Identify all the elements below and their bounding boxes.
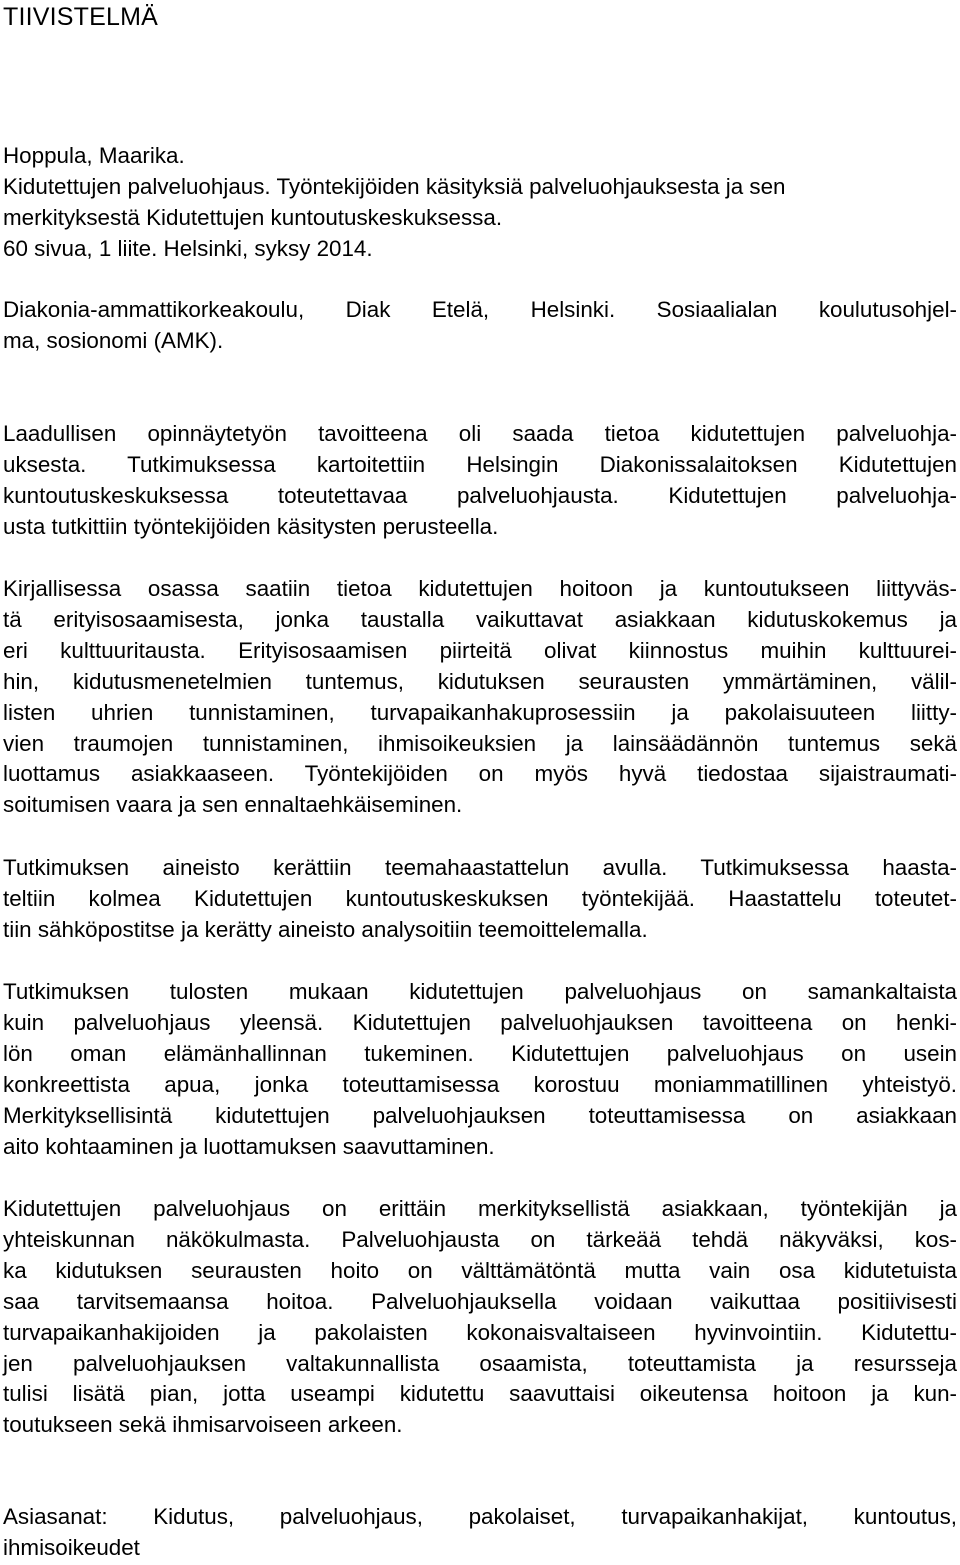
paragraph-line: teltiin kolmea Kidutettujen kuntoutuskeskuksen työntekijää. Haastattelu toteutet-: [3, 885, 957, 911]
bibliography-line: Kidutettujen palveluohjaus. Työntekijöiden käsityksiä palveluohjauksesta ja sen: [3, 173, 786, 199]
paragraph-line: saa tarvitsemaansa hoitoa. Palveluohjauksella voidaan vaikuttaa positiivisesti: [3, 1288, 957, 1314]
paragraph-line: luottamus asiakkaaseen. Työntekijöiden on myös hyvä tiedostaa sijaistraumati-: [3, 761, 957, 787]
paragraph-line: Kirjallisessa osassa saatiin tietoa kidutettujen hoitoon ja kuntoutukseen liittyväs-: [3, 576, 957, 601]
page-title: TIIVISTELMÄ: [3, 3, 159, 31]
paragraph-line: tä erityisosaamisesta, jonka taustalla vaikuttavat asiakkaan kidutuskokemus ja: [3, 606, 957, 632]
paragraph-line: listen uhrien tunnistaminen, turvapaikanhakuprosessiin ja pakolaisuuteen liitty-: [3, 699, 957, 725]
institution-line: ma, sosionomi (AMK).: [3, 327, 224, 353]
paragraph-line: toutukseen sekä ihmisarvoiseen arkeen.: [3, 1412, 403, 1438]
paragraph-line: yhteiskunnan näkökulmasta. Palveluohjausta on tärkeää tehdä näkyväksi, kos-: [3, 1226, 957, 1252]
abstract-paragraph: [3, 574, 957, 821]
bibliography-line: Hoppula, Maarika.: [3, 143, 185, 168]
bibliography-line: merkityksestä Kidutettujen kuntoutuskeskuksessa.: [3, 204, 503, 230]
paragraph-line: vien traumojen tunnistaminen, ihmisoikeuksien ja lainsäädännön tuntemus sekä: [3, 730, 957, 756]
paragraph-line: turvapaikanhakijoiden ja pakolaisten kokonaisvaltaiseen hyvinvointiin. Kidutettu-: [3, 1319, 957, 1345]
abstract-paragraph: [3, 1194, 957, 1441]
abstract-paragraph: [3, 977, 957, 1162]
keywords-block: [3, 1502, 957, 1564]
paragraph-line: eri kulttuuritausta. Erityisosaamisen piirteitä olivat kiinnostus muihin kulttuurei-: [3, 637, 957, 663]
paragraph-line: uksesta. Tutkimuksessa kartoitettiin Helsingin Diakonissalaitoksen Kidutettujen: [3, 451, 957, 477]
paragraph-line: usta tutkittiin työntekijöiden käsitysten perusteella.: [3, 513, 499, 539]
paragraph-line: soitumisen vaara ja sen ennaltaehkäiseminen.: [3, 792, 463, 818]
paragraph-line: jen palveluohjauksen valtakunnallista osaamista, toteuttamista ja resursseja: [3, 1350, 957, 1376]
abstract-paragraph: [3, 853, 957, 946]
bibliography-block: [3, 141, 957, 265]
paragraph-line: lön oman elämänhallinnan tukeminen. Kidutettujen palveluohjaus on usein: [3, 1040, 957, 1066]
paragraph-line: tulisi lisätä pian, jotta useampi kidutettu saavuttaisi oikeutensa hoitoon ja kun-: [3, 1381, 957, 1407]
paragraph-line: tiin sähköpostitse ja kerätty aineisto analysoitiin teemoittelemalla.: [3, 916, 648, 942]
paragraph-line: Merkityksellisintä kidutettujen palveluohjauksen toteuttamisessa on asiakkaan: [3, 1102, 957, 1128]
paragraph-line: kuntoutuskeskuksessa toteutettavaa palveluohjausta. Kidutettujen palveluohja-: [3, 482, 957, 508]
paragraph-line: Laadullisen opinnäytetyön tavoitteena oli saada tietoa kidutettujen palveluohja-: [3, 421, 957, 446]
paragraph-line: kuin palveluohjaus yleensä. Kidutettujen palveluohjauksen tavoitteena on henki-: [3, 1009, 957, 1035]
institution-line: Diakonia-ammattikorkeakoulu, Diak Etelä, Helsinki. Sosiaalialan koulutusohjel-: [3, 297, 957, 322]
paragraph-line: Tutkimuksen aineisto kerättiin teemahaastattelun avulla. Tutkimuksessa haasta-: [3, 855, 957, 880]
abstract-paragraph: [3, 419, 957, 543]
paragraph-line: Tutkimuksen tulosten mukaan kidutettujen palveluohjaus on samankaltaista: [3, 979, 957, 1004]
paragraph-line: Kidutettujen palveluohjaus on erittäin merkityksellistä asiakkaan, työntekijän ja: [3, 1196, 957, 1221]
keywords-line: Asiasanat: Kidutus, palveluohjaus, pakolaiset, turvapaikanhakijat, kuntoutus,: [3, 1504, 957, 1529]
paragraph-line: hin, kidutusmenetelmien tuntemus, kidutuksen seurausten ymmärtäminen, välil-: [3, 668, 957, 694]
bibliography-line: 60 sivua, 1 liite. Helsinki, syksy 2014.: [3, 235, 373, 261]
paragraph-line: ka kidutuksen seurausten hoito on välttämätöntä mutta vain osa kidutetuista: [3, 1257, 957, 1283]
paragraph-line: konkreettista apua, jonka toteuttamisessa korostuu moniammatillinen yhteistyö.: [3, 1071, 957, 1097]
institution-block: [3, 295, 957, 357]
paragraph-line: aito kohtaaminen ja luottamuksen saavuttaminen.: [3, 1133, 495, 1159]
keywords-line: ihmisoikeudet: [3, 1534, 140, 1560]
